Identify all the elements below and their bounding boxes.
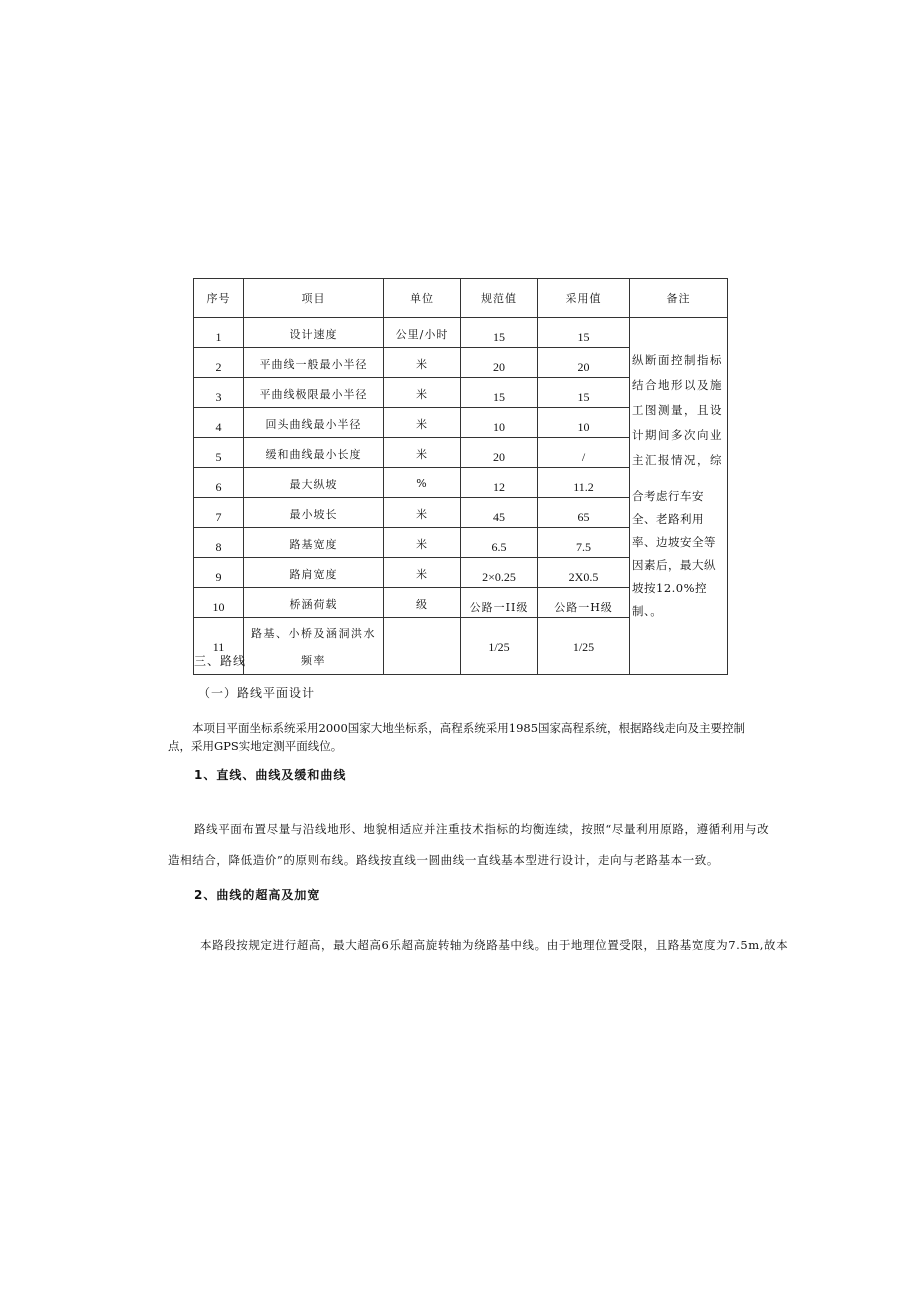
table-row [194, 318, 728, 348]
remark-part2: 合考虑行车安全、老路利用率、边坡安全等因素后，最大纵坡按12.0%控制、。 [632, 489, 716, 618]
cell-item: 路基、小桥及涵洞洪水频率 [244, 618, 384, 675]
paragraph-alignment-line1: 路线平面布置尽量与沿线地形、地貌相适应并注重技术指标的均衡连续，按照“尽量利用原路，遵循利用与改 [194, 822, 770, 836]
cell-item: 桥涵荷载 [244, 588, 384, 618]
paragraph-alignment-line2: 造相结合，降低造价”的原则布线。路线按直线一圆曲线一直线基本型进行设计，走向与老路基本一致。 [168, 853, 719, 867]
heading-superelevation: 2、曲线的超高及加宽 [194, 888, 321, 902]
cell-no: 11 [194, 618, 244, 675]
cell-norm: 20 [461, 348, 538, 378]
cell-no: 8 [194, 528, 244, 558]
cell-remark [630, 318, 728, 675]
cell-unit: 米 [384, 408, 461, 438]
remark-part1: 纵断面控制指标结合地形以及施工图测量，且设计期间多次向业主汇报情况，综 [632, 353, 723, 467]
cell-item: 最大纵坡 [244, 468, 384, 498]
cell-norm: 2×0.25 [461, 558, 538, 588]
cell-norm: 20 [461, 438, 538, 468]
cell-norm: 15 [461, 378, 538, 408]
cell-no: 4 [194, 408, 244, 438]
cell-unit: 级 [384, 588, 461, 618]
cell-unit: % [384, 468, 461, 498]
cell-no: 7 [194, 498, 244, 528]
cell-adopt: / [538, 438, 630, 468]
technical-standards-table [193, 278, 728, 675]
cell-no: 2 [194, 348, 244, 378]
cell-unit: 米 [384, 528, 461, 558]
cell-unit: 米 [384, 498, 461, 528]
header-norm-value: 规范值 [461, 279, 538, 318]
cell-unit: 米 [384, 438, 461, 468]
cell-norm: 15 [461, 318, 538, 348]
cell-no: 6 [194, 468, 244, 498]
cell-item: 路肩宽度 [244, 558, 384, 588]
section-heading: 三、路线 [194, 654, 247, 668]
cell-adopt: 20 [538, 348, 630, 378]
cell-adopt: 2X0.5 [538, 558, 630, 588]
cell-item: 最小坡长 [244, 498, 384, 528]
subsection-heading: （一）路线平面设计 [198, 686, 316, 700]
cell-item: 回头曲线最小半径 [244, 408, 384, 438]
cell-no: 9 [194, 558, 244, 588]
cell-no: 1 [194, 318, 244, 348]
cell-norm: 公路一II级 [461, 588, 538, 618]
table-header-row [194, 279, 728, 318]
cell-item: 平曲线一般最小半径 [244, 348, 384, 378]
cell-norm: 12 [461, 468, 538, 498]
cell-norm: 45 [461, 498, 538, 528]
cell-no: 5 [194, 438, 244, 468]
cell-unit: 米 [384, 348, 461, 378]
paragraph-superelevation: 本路段按规定进行超高，最大超高6乐超高旋转轴为绕路基中线。由于地理位置受限，且路基宽度为7.5m,故本 [200, 938, 789, 952]
cell-unit: 公里/小时 [384, 318, 461, 348]
cell-unit [384, 618, 461, 675]
cell-adopt: 15 [538, 378, 630, 408]
cell-adopt: 10 [538, 408, 630, 438]
cell-adopt: 公路一H级 [538, 588, 630, 618]
header-remark: 备注 [630, 279, 728, 318]
cell-adopt: 65 [538, 498, 630, 528]
cell-norm: 6.5 [461, 528, 538, 558]
cell-unit: 米 [384, 378, 461, 408]
heading-straight-curve: 1、直线、曲线及缓和曲线 [194, 768, 347, 782]
cell-adopt: 7.5 [538, 528, 630, 558]
cell-no: 3 [194, 378, 244, 408]
header-item: 项目 [244, 279, 384, 318]
cell-item: 平曲线极限最小半径 [244, 378, 384, 408]
cell-unit: 米 [384, 558, 461, 588]
cell-item: 路基宽度 [244, 528, 384, 558]
cell-item: 缓和曲线最小长度 [244, 438, 384, 468]
cell-norm: 1/25 [461, 618, 538, 675]
header-no: 序号 [194, 279, 244, 318]
paragraph-coordinate-system: 本项目平面坐标系统采用2000国家大地坐标系，高程系统采用1985国家高程系统，根据路线走向及主要控制点，采用GPS实地定测平面线位。 [168, 721, 746, 753]
cell-norm: 10 [461, 408, 538, 438]
header-unit: 单位 [384, 279, 461, 318]
cell-item: 设计速度 [244, 318, 384, 348]
cell-no: 10 [194, 588, 244, 618]
header-adopted-value: 采用值 [538, 279, 630, 318]
cell-adopt: 11.2 [538, 468, 630, 498]
cell-adopt: 15 [538, 318, 630, 348]
cell-adopt: 1/25 [538, 618, 630, 675]
